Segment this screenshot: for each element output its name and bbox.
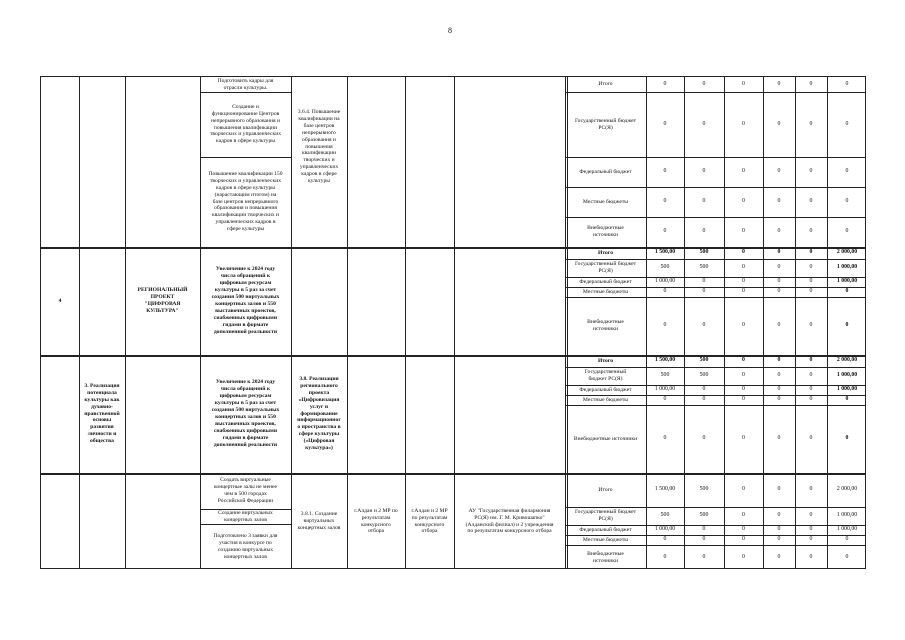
block3-value-cell: 2 000,00	[836, 357, 858, 364]
block4-row-label: Итого	[598, 486, 613, 493]
block4-value-cell: 0	[663, 553, 667, 560]
block2-value-cell: 0	[742, 264, 745, 271]
block3-value-cell: 0	[777, 357, 781, 364]
block4-value-cell: 0	[742, 526, 745, 533]
block2-value-cell: 0	[742, 249, 745, 256]
block1-value-cell: 0	[777, 80, 781, 87]
block2-value-cell: 0	[663, 322, 667, 329]
block4-value-cell: 0	[777, 553, 781, 560]
block3-value-cell: 0	[663, 435, 667, 442]
block3-value-cell: 0	[742, 357, 745, 364]
block3-value-cell: 0	[702, 396, 706, 403]
block1-event: 3.6.4. Повышение квалификации на базе центров непрерывного образования и повышения квалификации творческих и управленческих кадров в сфере культуры	[297, 108, 341, 185]
block2-value-cell: 0	[809, 322, 813, 329]
block1-row-label: Государственный бюджет РС(Я)	[574, 117, 637, 131]
block3-row-label: Внебюджетные источники	[573, 435, 638, 442]
block3-value-cell: 500	[699, 357, 709, 364]
block3-value-cell: 0	[742, 372, 745, 379]
block4-task-3: Подготовлено 3 заявки для участия в конкурсе по созданию виртуальных концертных залов	[213, 533, 278, 560]
block1-value-cell: 0	[809, 228, 813, 235]
block3-row-label: Государственный бюджет РС(Я)	[584, 369, 627, 382]
block3-value-cell: 0	[777, 386, 781, 393]
block4-value-cell: 0	[742, 512, 745, 519]
block2-value-cell: 0	[845, 322, 849, 329]
block4-value-cell: 0	[663, 536, 667, 543]
block3-value-cell: 0	[777, 372, 781, 379]
block2-row-label: Государственный бюджет РС(Я)	[574, 261, 637, 274]
block1-value-cell: 0	[809, 120, 813, 127]
block2-value-cell: 0	[702, 322, 706, 329]
block1-value-cell: 0	[742, 168, 745, 175]
block4-value-cell: 0	[777, 486, 781, 493]
block3-row-label: Местные бюджеты	[582, 396, 629, 403]
block2-row-label: Внебюджетные источники	[587, 319, 624, 332]
block1-value-cell: 0	[845, 228, 849, 235]
block3-row-label: Федеральный бюджет	[579, 386, 632, 393]
block2-value-cell: 0	[845, 288, 849, 295]
block1-value-cell: 0	[777, 168, 781, 175]
block3-direction: 3. Реализация потенциала культуры как духовно- нравственной основы развития личности и общества	[84, 382, 120, 445]
block1-value-cell: 0	[845, 168, 849, 175]
block4-municipalities-b: г.Алдан и 2 МР по результатам конкурсного отбора	[411, 507, 448, 535]
block1-value-cell: 0	[777, 120, 781, 127]
block1-row-label: Итого	[598, 81, 613, 87]
block3-value-cell: 0	[777, 396, 781, 403]
block3-value-cell: 1 000,00	[836, 386, 858, 393]
block4-value-cell: 0	[702, 526, 706, 533]
block4-value-cell: 500	[699, 512, 709, 519]
block4-value-cell: 500	[660, 512, 670, 519]
block4-value-cell: 0	[742, 486, 745, 493]
block4-value-cell: 0	[702, 553, 706, 560]
block4-value-cell: 0	[809, 526, 813, 533]
block3-value-cell: 0	[663, 396, 667, 403]
block2-value-cell: 0	[742, 288, 745, 295]
block3-value-cell: 1 000,00	[654, 386, 676, 393]
block2-number: 4	[58, 297, 62, 304]
block4-value-cell: 1 000,00	[836, 512, 858, 519]
block4-row-label: Местные бюджеты	[582, 536, 629, 543]
block1-task-3: Повышение квалификации 150 творческих и управленческих кадров в сфере культуры (нарастающим итогом) на базе центров непрерывного образования и повышения квалификации творческих и управленческих кадров в сфере культуры	[208, 170, 283, 233]
block1-value-cell: 0	[742, 198, 745, 205]
block4-value-cell: 0	[777, 526, 781, 533]
block3-value-cell: 0	[702, 435, 706, 442]
budget-table	[40, 76, 866, 569]
block2-value-cell: 0	[777, 264, 781, 271]
block2-value-cell: 0	[809, 264, 813, 271]
block4-value-cell: 0	[777, 536, 781, 543]
block1-value-cell: 0	[742, 228, 745, 235]
block1-value-cell: 0	[845, 198, 849, 205]
block1-task-2: Создание и функционирование Центров непрерывного образования и повышения квалификации творческих и управленческих кадров в сфере культуры	[209, 103, 282, 145]
block1-value-cell: 0	[663, 228, 667, 235]
block1-row-label: Федеральный бюджет	[579, 168, 632, 175]
block4-value-cell: 1 000,00	[654, 526, 676, 533]
block4-value-cell: 0	[702, 536, 706, 543]
block2-value-cell: 0	[777, 288, 781, 295]
block2-project-title: РЕГИОНАЛЬНЫЙ ПРОЕКТ "ЦИФРОВАЯ КУЛЬТУРА"	[137, 287, 188, 314]
block2-value-cell: 0	[777, 322, 781, 329]
block4-municipalities-a: г.Алдан и 2 МР по результатам конкурсного отбора	[354, 507, 398, 535]
block3-value-cell: 0	[742, 386, 745, 393]
block1-value-cell: 0	[809, 80, 813, 87]
block2-value-cell: 500	[699, 249, 709, 256]
block1-task-1: Подготовить кадры для отрасли культуры.	[217, 77, 274, 91]
block4-value-cell: 0	[809, 512, 813, 519]
block3-value-cell: 0	[809, 372, 813, 379]
block4-value-cell: 0	[809, 536, 813, 543]
block4-value-cell: 0	[845, 536, 849, 543]
block3-value-cell: 0	[809, 435, 813, 442]
block1-value-cell: 0	[702, 120, 706, 127]
block3-value-cell: 1 500,00	[654, 357, 676, 364]
block2-value-cell: 500	[660, 264, 670, 271]
block2-task: Увеличение к 2024 году числа обращений к цифровым ресурсам культуры в 5 раз за счет создания 500 виртуальных концертных залов и 550 выставочных проектов, снабженных цифровыми гидами в формате дополненной реальности	[211, 266, 280, 335]
block1-value-cell: 0	[845, 120, 849, 127]
block1-row-label: Местные бюджеты	[582, 198, 629, 205]
block1-value-cell: 0	[777, 228, 781, 235]
block4-value-cell: 1 500,00	[654, 486, 676, 493]
block3-value-cell: 0	[809, 386, 813, 393]
block4-task-1: Создать виртуальные концертные залы не менее чем в 500 городах Российской Федерации	[213, 477, 278, 504]
block3-value-cell: 0	[809, 357, 813, 364]
block3-value-cell: 0	[809, 396, 813, 403]
block1-value-cell: 0	[702, 198, 706, 205]
block2-row-label: Федеральный бюджет	[579, 278, 632, 285]
block3-value-cell: 500	[699, 372, 709, 379]
block1-value-cell: 0	[702, 168, 706, 175]
block4-value-cell: 2 000,00	[836, 486, 858, 493]
block1-value-cell: 0	[742, 120, 745, 127]
block4-row-label: Федеральный бюджет	[579, 526, 632, 533]
block1-value-cell: 0	[702, 80, 706, 87]
block4-value-cell: 0	[809, 553, 813, 560]
block3-value-cell: 0	[702, 386, 706, 393]
block2-value-cell: 1 000,00	[836, 278, 858, 285]
block2-value-cell: 0	[742, 322, 745, 329]
block1-value-cell: 0	[663, 198, 667, 205]
block2-value-cell: 0	[663, 288, 667, 295]
block1-value-cell: 0	[845, 80, 849, 87]
page-number: 8	[448, 26, 452, 35]
block3-value-cell: 0	[845, 396, 849, 403]
block2-value-cell: 2 000,00	[836, 249, 858, 256]
block2-value-cell: 0	[809, 288, 813, 295]
block1-value-cell: 0	[702, 228, 706, 235]
block4-row-label: Государственный бюджет РС(Я)	[574, 509, 637, 522]
block4-value-cell: 0	[809, 486, 813, 493]
block2-value-cell: 0	[777, 278, 781, 285]
block1-row-label: Внебюджетные источники	[587, 225, 624, 238]
block2-row-label: Местные бюджеты	[582, 288, 629, 295]
block2-value-cell: 0	[702, 288, 706, 295]
block4-value-cell: 0	[742, 536, 745, 543]
block4-event: 3.8.1. Создание виртуальных концертных залов	[297, 511, 341, 531]
block4-task-2: Создание виртуальных концертных залов	[218, 509, 273, 523]
block3-value-cell: 0	[742, 435, 745, 442]
block1-value-cell: 0	[809, 198, 813, 205]
block2-value-cell: 0	[702, 278, 706, 285]
block2-value-cell: 1 500,00	[654, 249, 676, 256]
block3-value-cell: 0	[777, 435, 781, 442]
block4-value-cell: 0	[845, 553, 849, 560]
block2-value-cell: 0	[777, 249, 781, 256]
block4-executor: АУ "Государственная филармония РС(Я) им. Г. М. Кривошапко" (Алданский филиал) и 2 учреждения по результатам конкурсного отбора	[465, 507, 554, 535]
block2-value-cell: 500	[699, 264, 709, 271]
block4-value-cell: 0	[777, 512, 781, 519]
block3-value-cell: 0	[845, 435, 849, 442]
block1-value-cell: 0	[742, 80, 745, 87]
block2-value-cell: 0	[742, 278, 745, 285]
block1-value-cell: 0	[777, 198, 781, 205]
block1-value-cell: 0	[663, 168, 667, 175]
block3-row-label: Итого	[597, 357, 614, 364]
block2-value-cell: 1 000,00	[654, 278, 676, 285]
block1-value-cell: 0	[663, 80, 667, 87]
block3-event: 3.8. Реализация регионального проекта «Цифровизация услуг и формирование информационног о пространства в сфере культуры («Цифровая культура»)	[297, 375, 341, 452]
block3-task: Увеличение к 2024 году числа обращений к цифровым ресурсам культуры в 5 раз за счет создания 500 виртуальных концертных залов и 550 выставочных проектов, снабженных цифровыми гидами в формате дополненной реальности	[211, 379, 280, 448]
block4-value-cell: 500	[699, 486, 709, 493]
block3-value-cell: 0	[742, 396, 745, 403]
block3-value-cell: 500	[660, 372, 670, 379]
block2-row-label: Итого	[597, 249, 614, 256]
block3-value-cell: 1 000,00	[836, 372, 858, 379]
block4-row-label: Внебюджетные источники	[587, 550, 624, 564]
block2-value-cell: 1 000,00	[836, 264, 858, 271]
block1-value-cell: 0	[809, 168, 813, 175]
block4-value-cell: 0	[742, 553, 745, 560]
block1-value-cell: 0	[663, 120, 667, 127]
block4-value-cell: 1 000,00	[836, 526, 858, 533]
block2-value-cell: 0	[809, 278, 813, 285]
block2-value-cell: 0	[809, 249, 813, 256]
